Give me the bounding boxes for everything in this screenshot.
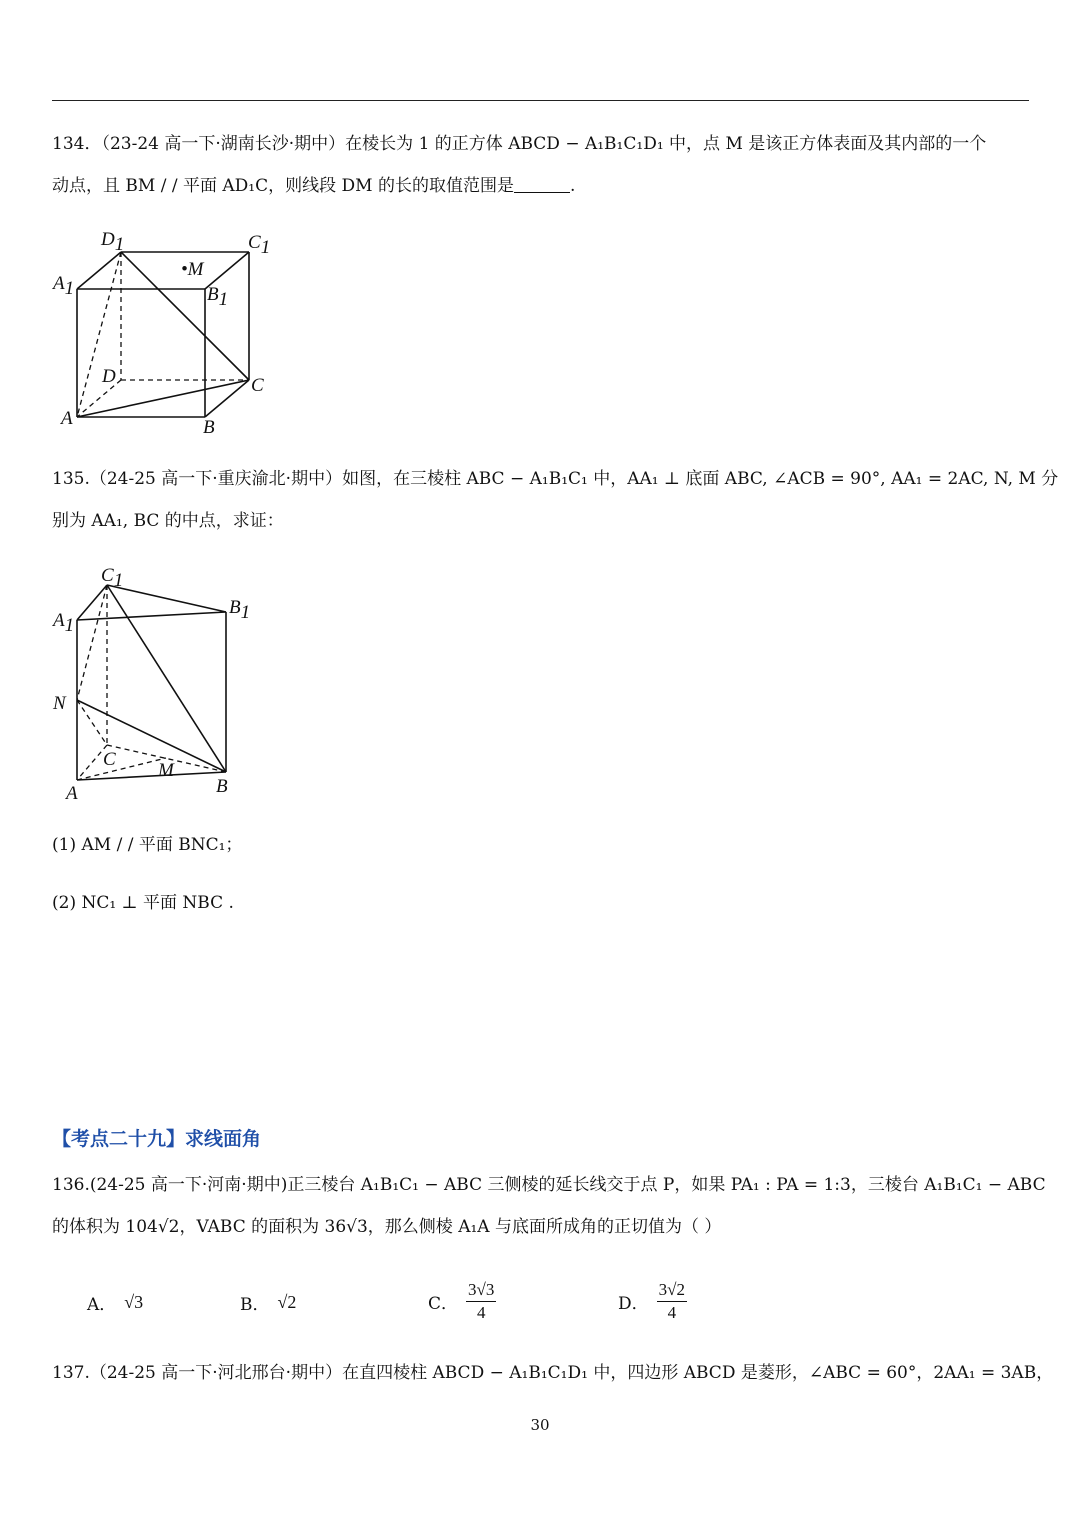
label-B1: B1 xyxy=(207,284,229,310)
label-D1: D1 xyxy=(101,229,125,255)
option-a-value: √3 xyxy=(124,1292,144,1312)
header-rule xyxy=(52,100,1029,101)
problem-134-line2-text: 动点，且 BM / / 平面 AD₁C，则线段 DM 的长的取值范围是 xyxy=(52,176,514,196)
problem-134-line1: 134．（23-24 高一下·湖南长沙·期中）在棱长为 1 的正方体 ABCD − A₁B₁C₁D₁ 中，点 M 是该正方体表面及其内部的一个 xyxy=(52,134,987,154)
problem-135-part1: (1) AM / / 平面 BNC₁； xyxy=(52,835,243,855)
label-B: B xyxy=(203,417,215,438)
option-d[interactable] xyxy=(618,1280,687,1323)
label-prism-B1: B1 xyxy=(229,597,251,623)
page-number: 30 xyxy=(530,1416,550,1434)
label-prism-C: C xyxy=(103,749,116,770)
option-c-numerator: 3√3 xyxy=(466,1280,496,1302)
problem-135-line1: 135.（24-25 高一下·重庆渝北·期中）如图，在三棱柱 ABC − A₁B₁C₁ 中，AA₁ ⊥ 底面 ABC, ∠ACB = 90°, AA₁ = 2AC, N, M 分 xyxy=(52,469,1059,489)
option-d-label: D． xyxy=(618,1294,649,1314)
option-c-denominator: 4 xyxy=(476,1303,486,1322)
problem-135-line2: 别为 AA₁, BC 的中点，求证： xyxy=(52,511,284,531)
label-A1: A1 xyxy=(53,273,75,299)
option-a[interactable] xyxy=(87,1290,143,1315)
option-c-fraction xyxy=(466,1280,496,1323)
label-prism-A1: A1 xyxy=(53,610,75,636)
label-prism-B: B xyxy=(216,776,228,797)
option-c-label: C． xyxy=(428,1294,459,1314)
label-C: C xyxy=(251,375,264,396)
option-b[interactable] xyxy=(240,1290,296,1315)
option-a-label: A． xyxy=(87,1295,117,1315)
option-d-denominator: 4 xyxy=(667,1303,677,1322)
option-d-fraction xyxy=(657,1280,687,1323)
option-d-numerator: 3√2 xyxy=(657,1280,687,1302)
problem-137-line1: 137.（24-25 高一下·河北邢台·期中）在直四棱柱 ABCD − A₁B₁C₁D₁ 中，四边形 ABCD 是菱形，∠ABC = 60°，2AA₁ = 3AB， xyxy=(52,1363,1054,1383)
label-D: D xyxy=(102,366,116,387)
label-A: A xyxy=(61,408,73,429)
label-M: •M xyxy=(181,259,204,280)
problem-134-line2 xyxy=(52,174,1032,198)
label-prism-C1: C1 xyxy=(101,565,124,591)
problem-136-line2: 的体积为 104√2，VABC 的面积为 36√3，那么侧棱 A₁A 与底面所成角的正切值为（ ） xyxy=(52,1217,722,1237)
option-b-label: B． xyxy=(240,1295,270,1315)
option-c[interactable] xyxy=(428,1280,496,1323)
answer-blank xyxy=(514,174,570,193)
option-b-value: √2 xyxy=(277,1292,297,1312)
problem-134-line2-end: . xyxy=(569,176,576,196)
label-C1: C1 xyxy=(248,232,271,258)
section-heading: 【考点二十九】求线面角 xyxy=(52,1128,262,1150)
label-prism-M: M xyxy=(158,760,174,781)
problem-135-part2: (2) NC₁ ⊥ 平面 NBC . xyxy=(52,893,234,913)
problem-136-line1: 136.(24-25 高一下·河南·期中)正三棱台 A₁B₁C₁ − ABC 三侧棱的延长线交于点 P，如果 PA₁ : PA = 1:3，三棱台 A₁B₁C₁ − ABC xyxy=(52,1175,1046,1195)
label-prism-A: A xyxy=(66,783,78,804)
label-prism-N: N xyxy=(53,693,66,714)
